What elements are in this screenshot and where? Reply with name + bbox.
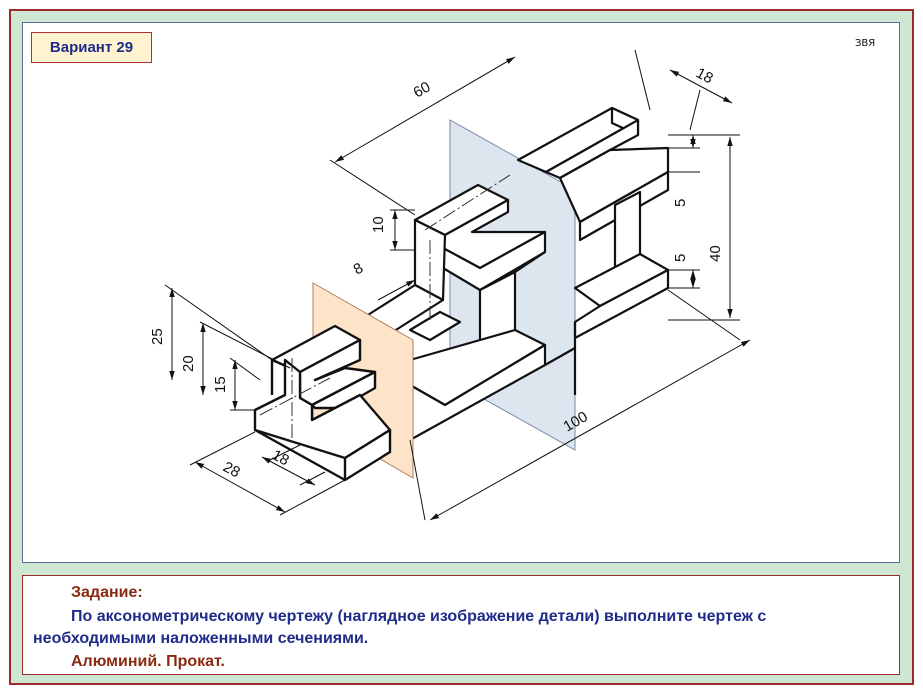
task-material: Алюминий. Прокат. <box>71 653 225 670</box>
dim-40: 40 <box>707 245 724 262</box>
dim-28: 28 <box>220 458 243 482</box>
dim-15: 15 <box>212 376 229 393</box>
dim-8: 8 <box>350 259 367 279</box>
task-panel <box>22 575 900 675</box>
task-description-line1: По аксонометрическому чертежу (наглядное изображение детали) выполните чертеж с <box>71 608 767 625</box>
dim-60: 60 <box>410 78 434 102</box>
dim-100: 100 <box>560 408 591 436</box>
author-tag: ЗВЯ <box>855 38 876 49</box>
dim-18-top: 18 <box>693 64 716 88</box>
task-description-line2: необходимыми наложенными сечениями. <box>33 630 369 647</box>
dim-18-front: 18 <box>269 446 292 470</box>
dim-5-top: 5 <box>672 198 689 207</box>
dim-10: 10 <box>370 216 387 233</box>
dim-5-bottom: 5 <box>672 253 689 262</box>
task-heading: Задание: <box>71 584 143 601</box>
variant-label: Вариант 29 <box>31 32 152 63</box>
dim-25: 25 <box>149 328 166 345</box>
dim-20: 20 <box>180 355 197 372</box>
